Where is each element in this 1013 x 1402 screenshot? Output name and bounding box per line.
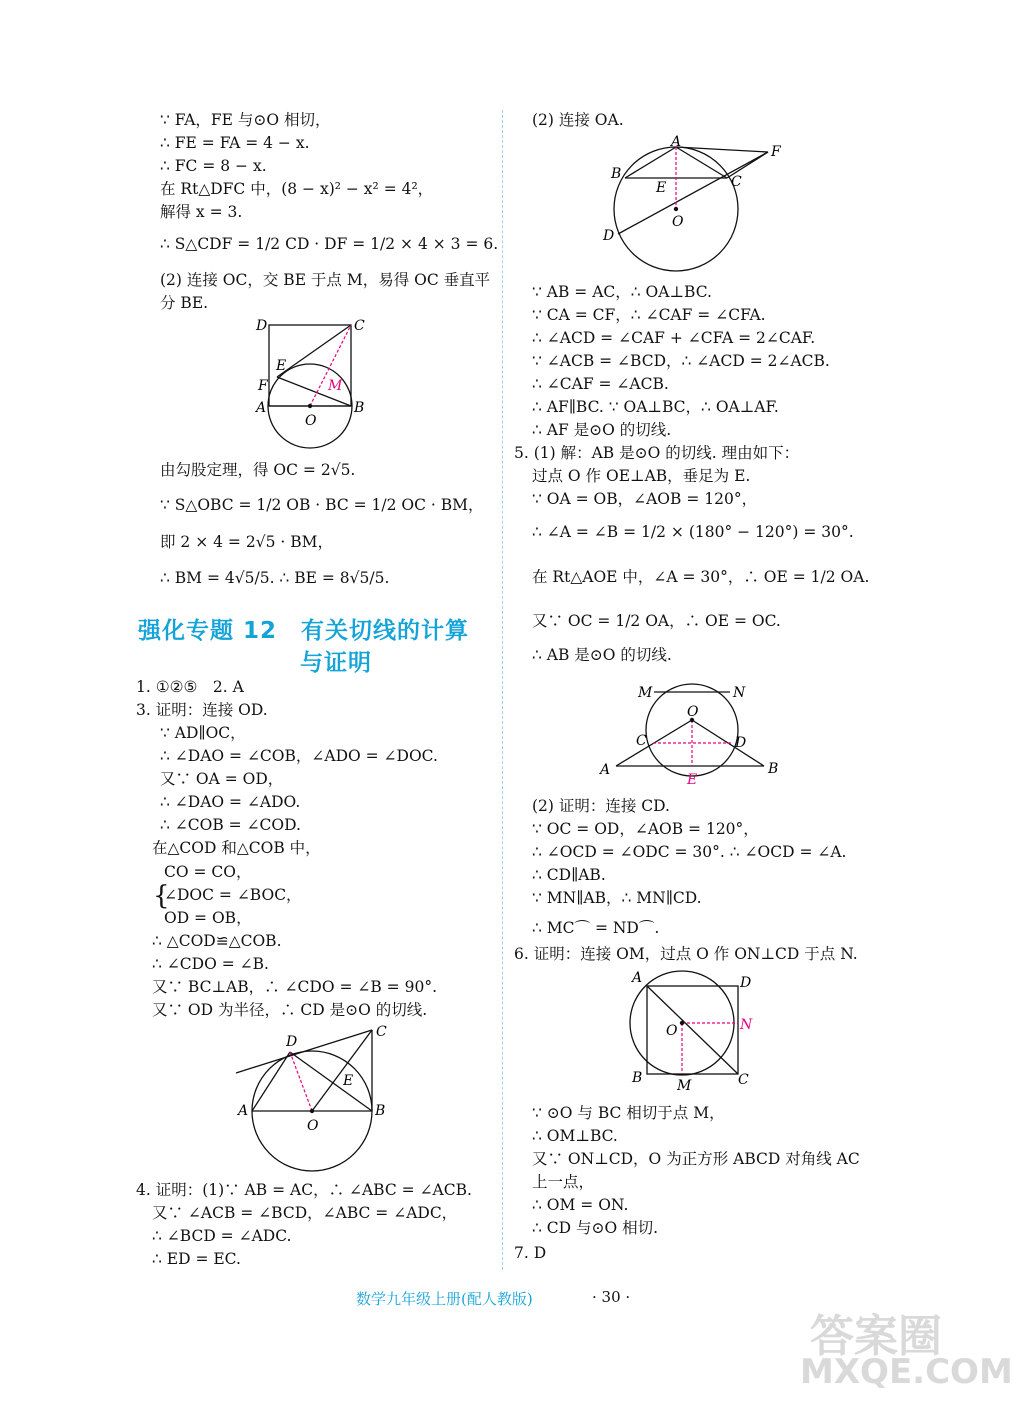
text-line: ∵ AD∥OC， — [160, 724, 246, 742]
text-line: ∴ MC⌒ = ND⌒. — [532, 919, 660, 937]
fig-label: D — [256, 318, 268, 334]
text-line: ∵ OA = OB，∠AOB = 120°， — [532, 490, 758, 508]
watermark-logo: 答案圈 — [810, 1311, 942, 1362]
fig-label: M — [638, 685, 653, 701]
text-line: 6. 证明：连接 OM，过点 O 作 ON⊥CD 于点 N. — [514, 945, 858, 963]
page-number: · 30 · — [592, 1288, 631, 1306]
fig-label: A — [671, 134, 682, 150]
text-line: ∴ ∠COB = ∠COD. — [160, 816, 301, 834]
text-line: 在 Rt△AOE 中，∠A = 30°，∴ OE = 1/2 OA. — [532, 568, 870, 586]
text-line: 3. 证明：连接 OD. — [136, 701, 268, 719]
section-title: 强化专题 12 有关切线的计算 — [138, 618, 470, 644]
fig-label: E — [343, 1073, 354, 1089]
text-line: 5. (1) 解：AB 是⊙O 的切线. 理由如下： — [514, 444, 800, 462]
text-line: ∵ FA，FE 与⊙O 相切， — [160, 111, 331, 129]
figure-triangle-circle — [596, 678, 786, 790]
text-line: (2) 连接 OC，交 BE 于点 M，易得 OC 垂直平 — [160, 271, 491, 289]
text-line: ∵ S△OBC = 1/2 OB · BC = 1/2 OC · BM， — [160, 496, 484, 514]
text-line: 又∵ BC⊥AB，∴ ∠CDO = ∠B = 90°. — [152, 978, 437, 996]
fig-label: C — [354, 318, 365, 334]
fig-label: O — [307, 1118, 319, 1134]
fig-label: O — [666, 1023, 678, 1039]
text-line: ∵ OC = OD，∠AOB = 120°， — [532, 820, 759, 838]
text-line: (2) 连接 OA. — [532, 111, 624, 129]
fig-label: F — [771, 144, 781, 160]
watermark-site: MXQE.COM — [800, 1352, 1013, 1392]
text-line: CO = CO， — [164, 863, 252, 881]
text-line: OD = OB， — [164, 909, 252, 927]
footer-book-title: 数学九年级上册(配人教版) — [356, 1290, 533, 1308]
text-line: 又∵ OA = OD， — [160, 770, 284, 788]
text-line: ∴ FE = FA = 4 − x. — [160, 134, 310, 152]
text-line: ∴ BM = 4√5/5. ∴ BE = 8√5/5. — [160, 569, 390, 587]
fig-label: M — [677, 1078, 692, 1094]
fig-label: D — [735, 735, 747, 751]
fig-label: M — [328, 378, 343, 394]
fig-label: O — [672, 214, 684, 230]
text-line: ∵ CA = CF，∴ ∠CAF = ∠CFA. — [532, 306, 766, 324]
fig-label: E — [276, 358, 287, 374]
text-line: ∴ S△CDF = 1/2 CD · DF = 1/2 × 4 × 3 = 6. — [160, 235, 499, 253]
fig-label: O — [305, 413, 317, 429]
text-line: 又∵ OC = 1/2 OA，∴ OE = OC. — [532, 612, 781, 630]
fig-label: A — [238, 1103, 249, 1119]
text-line: 解得 x = 3. — [160, 203, 243, 221]
figure-circle-tangent-af — [598, 134, 798, 279]
fig-label: B — [632, 1070, 643, 1086]
fig-label: C — [376, 1024, 387, 1040]
text-line: 在 Rt△DFC 中，(8 − x)² − x² = 4²， — [160, 180, 434, 198]
fig-label: A — [256, 400, 267, 416]
fig-label: N — [740, 1017, 753, 1033]
fig-label: C — [636, 733, 647, 749]
text-line: ∴ CD 与⊙O 相切. — [532, 1219, 659, 1237]
figure-tangent-semicircle — [230, 1022, 400, 1177]
text-line: ∴ ∠OCD = ∠ODC = 30°. ∴ ∠OCD = ∠A. — [532, 843, 847, 861]
text-line: ∴ ∠DAO = ∠ADO. — [160, 793, 301, 811]
text-line: ∴ ∠A = ∠B = 1/2 × (180° − 120°) = 30°. — [532, 523, 854, 541]
text-line: 上一点， — [532, 1173, 595, 1191]
text-line: ∴ AF∥BC. ∵ OA⊥BC，∴ OA⊥AF. — [532, 398, 779, 416]
text-line: ∴ △COD≌△COB. — [152, 932, 282, 950]
brace: { — [153, 881, 170, 911]
text-line: 1. ①②⑤ 2. A — [136, 678, 244, 696]
text-line: ∴ OM⊥BC. — [532, 1127, 618, 1145]
text-line: ∴ AB 是⊙O 的切线. — [532, 646, 672, 664]
text-line: ∴ ∠CDO = ∠B. — [152, 955, 269, 973]
text-line: ∴ ∠CAF = ∠ACB. — [532, 375, 669, 393]
fig-label: N — [733, 685, 746, 701]
text-line: 分 BE. — [160, 294, 209, 312]
text-line: 即 2 × 4 = 2√5 · BM， — [160, 533, 333, 551]
section-title-line2: 与证明 — [300, 650, 372, 676]
text-line: ∴ ∠BCD = ∠ADC. — [152, 1227, 292, 1245]
fig-label: C — [731, 174, 742, 190]
text-line: ∵ MN∥AB，∴ MN∥CD. — [532, 889, 702, 907]
fig-label: O — [687, 704, 699, 720]
text-line: 又∵ ON⊥CD，O 为正方形 ABCD 对角线 AC — [532, 1150, 860, 1168]
text-line: 在△COD 和△COB 中， — [152, 839, 321, 857]
fig-label: F — [258, 378, 268, 394]
figure-square-diagonal-circle — [620, 966, 770, 1096]
text-line: 又∵ OD 为半径，∴ CD 是⊙O 的切线. — [152, 1001, 428, 1019]
text-line: ∴ CD∥AB. — [532, 866, 606, 884]
text-line: 由勾股定理，得 OC = 2√5. — [160, 461, 356, 479]
fig-label: B — [768, 761, 779, 777]
text-line: ∴ ∠DAO = ∠COB，∠ADO = ∠DOC. — [160, 747, 438, 765]
text-line: ∴ AF 是⊙O 的切线. — [532, 421, 672, 439]
text-line: 7. D — [514, 1244, 547, 1262]
fig-label: B — [375, 1103, 386, 1119]
fig-label: A — [600, 762, 611, 778]
text-line: ∵ ⊙O 与 BC 相切于点 M， — [532, 1104, 725, 1122]
fig-label: D — [603, 228, 615, 244]
fig-label: E — [687, 772, 698, 788]
fig-label: D — [740, 975, 752, 991]
text-line: ∠DOC = ∠BOC， — [164, 886, 302, 904]
text-line: 又∵ ∠ACB = ∠BCD，∠ABC = ∠ADC， — [152, 1204, 458, 1222]
figure-square-circle — [250, 312, 380, 452]
text-line: ∵ AB = AC，∴ OA⊥BC. — [532, 283, 712, 301]
text-line: 4. 证明：(1)∵ AB = AC，∴ ∠ABC = ∠ACB. — [136, 1181, 472, 1199]
column-divider — [502, 110, 503, 1270]
text-line: ∴ ED = EC. — [152, 1250, 241, 1268]
text-line: ∴ OM = ON. — [532, 1196, 629, 1214]
fig-label: D — [286, 1034, 298, 1050]
fig-label: A — [632, 970, 643, 986]
fig-label: C — [738, 1072, 749, 1088]
fig-label: B — [354, 400, 365, 416]
text-line: ∵ ∠ACB = ∠BCD，∴ ∠ACD = 2∠ACB. — [532, 352, 830, 370]
text-line: 过点 O 作 OE⊥AB，垂足为 E. — [532, 467, 751, 485]
fig-label: B — [611, 166, 622, 182]
fig-label: E — [656, 180, 667, 196]
text-line: ∴ FC = 8 − x. — [160, 157, 267, 175]
text-line: ∴ ∠ACD = ∠CAF + ∠CFA = 2∠CAF. — [532, 329, 816, 347]
text-line: (2) 证明：连接 CD. — [532, 797, 670, 815]
